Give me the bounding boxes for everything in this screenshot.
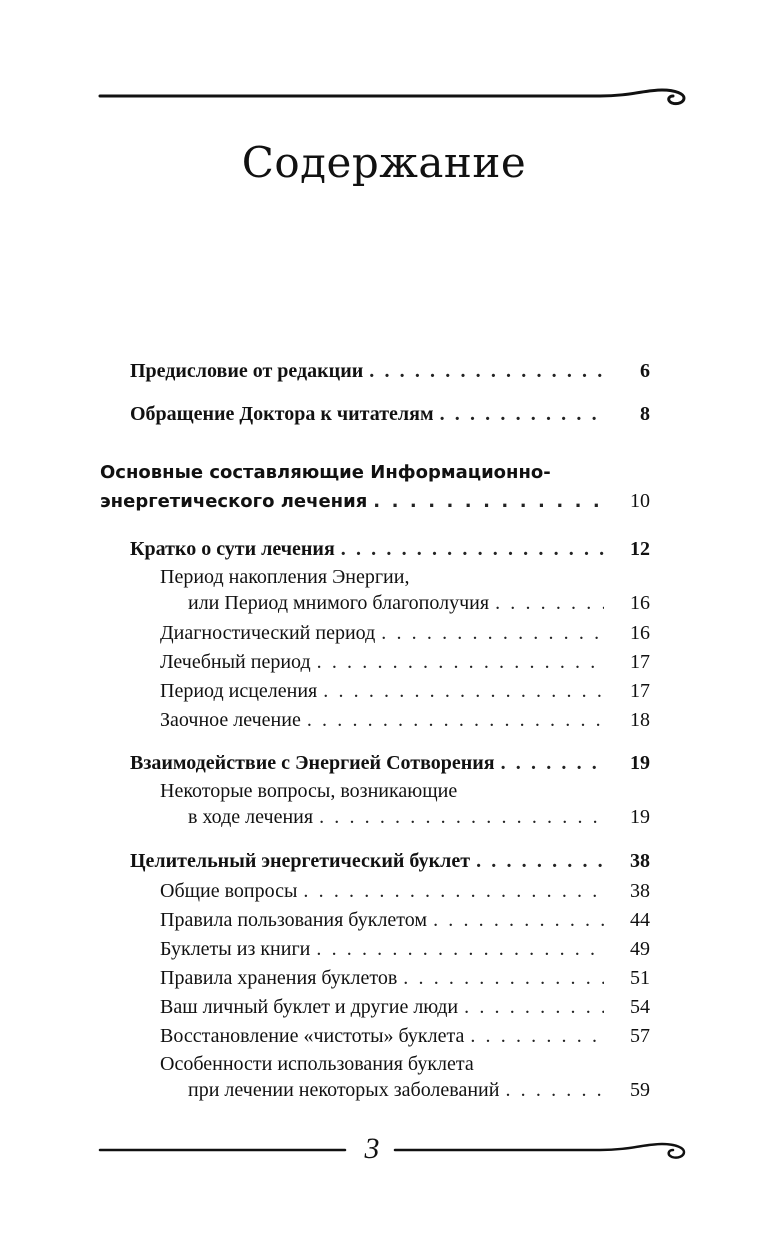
toc-entry[interactable]: [160, 1025, 650, 1048]
toc-entry-title: Ваш личный буклет и другие люди: [160, 996, 459, 1018]
toc-entry[interactable]: [160, 880, 650, 903]
toc-entry-title-line1: Особенности использования буклета: [160, 1053, 474, 1075]
toc-entry-title: Правила хранения буклетов: [160, 967, 398, 989]
toc-leader-dots: [381, 622, 604, 645]
toc-leader-dots: [476, 850, 604, 873]
toc-entry-title: Правила пользования буклетом: [160, 909, 428, 931]
toc-entry[interactable]: [160, 938, 650, 961]
toc-entry-title: энергетического лечения: [100, 491, 368, 512]
toc-entry[interactable]: [188, 1079, 650, 1102]
toc-page-number: 17: [630, 680, 650, 702]
toc-entry[interactable]: [130, 360, 650, 383]
toc-page-number: 17: [630, 651, 650, 673]
toc-entry-title: Целительный энергетический буклет: [130, 850, 471, 872]
toc-entry[interactable]: [160, 909, 650, 932]
toc-entry-title: Общие вопросы: [160, 880, 298, 902]
toc-page-number: 59: [630, 1079, 650, 1101]
toc-entry-title: Кратко о сути лечения: [130, 538, 335, 560]
toc-entry-title: Диагностический период: [160, 622, 376, 644]
toc-page-number: 8: [640, 403, 650, 425]
toc-entry[interactable]: [160, 967, 650, 990]
toc-entry[interactable]: [160, 680, 650, 703]
toc-leader-dots: [341, 538, 604, 561]
toc-entry-title: Обращение Доктора к читателям: [130, 403, 434, 425]
toc-leader-dots: [470, 1025, 604, 1048]
toc-leader-dots: [464, 996, 604, 1019]
toc-page-number: 18: [630, 709, 650, 731]
toc-leader-dots: [303, 880, 604, 903]
page-title: Содержание: [241, 138, 527, 187]
toc-leader-dots: [501, 752, 604, 775]
toc-section-entry[interactable]: [100, 490, 650, 513]
toc-leader-dots: [319, 806, 604, 829]
toc-entry-title: или Период мнимого благополучия: [188, 592, 490, 614]
page-number: 3: [354, 1132, 390, 1166]
toc-leader-dots: [307, 709, 604, 732]
toc-leader-dots: [316, 938, 604, 961]
toc-leader-dots: [495, 592, 604, 615]
toc-entry[interactable]: [130, 538, 650, 561]
toc-page-number: 51: [630, 967, 650, 989]
toc-page-number: 57: [630, 1025, 650, 1047]
toc-page-number: 12: [630, 538, 650, 560]
toc-leader-dots: [317, 651, 604, 674]
toc-page-number: 44: [630, 909, 650, 931]
toc-entry[interactable]: [130, 850, 650, 873]
toc-entry-title: Восстановление «чистоты» буклета: [160, 1025, 465, 1047]
toc-entry-title: при лечении некоторых заболеваний: [188, 1079, 500, 1101]
toc-page-number: 16: [630, 622, 650, 644]
toc-entry[interactable]: [160, 622, 650, 645]
toc-leader-dots: [369, 360, 604, 383]
toc-leader-dots: [433, 909, 604, 932]
toc-entry[interactable]: [130, 752, 650, 775]
toc-page-number: 6: [640, 360, 650, 382]
toc-entry-title-line1: Период накопления Энергии,: [160, 566, 410, 588]
toc-page-number: 38: [630, 850, 650, 872]
toc-page-number: 16: [630, 592, 650, 614]
toc-page-number: 49: [630, 938, 650, 960]
toc-leader-dots: [440, 403, 604, 426]
toc-entry-title: Взаимодействие с Энергией Сотворения: [130, 752, 495, 774]
toc-page-number: 54: [630, 996, 650, 1018]
toc-leader-dots: [323, 680, 604, 703]
toc-entry-title: Лечебный период: [160, 651, 311, 673]
top-ornament-rule: [0, 70, 768, 130]
toc-entry[interactable]: [160, 651, 650, 674]
toc-entry-title: Заочное лечение: [160, 709, 301, 731]
toc-entry[interactable]: [160, 709, 650, 732]
toc-entry-title: в ходе лечения: [188, 806, 314, 828]
toc-leader-dots: [403, 967, 604, 990]
toc-entry-title-line1: Некоторые вопросы, возникающие: [160, 780, 458, 802]
toc-page-number: 38: [630, 880, 650, 902]
toc-page-number: 19: [630, 806, 650, 828]
toc-section-title-line1: Основные составляющие Информационно-: [100, 462, 551, 483]
toc-entry[interactable]: [188, 592, 650, 615]
toc-entry-title: Буклеты из книги: [160, 938, 311, 960]
toc-page-number: 10: [630, 490, 650, 512]
toc-entry[interactable]: [160, 996, 650, 1019]
toc-entry[interactable]: [130, 403, 650, 426]
toc-entry-title: Период исцеления: [160, 680, 318, 702]
toc-leader-dots: [373, 491, 604, 512]
toc-entry[interactable]: [188, 806, 650, 829]
toc-page-number: 19: [630, 752, 650, 774]
toc-leader-dots: [505, 1079, 604, 1102]
toc-entry-title: Предисловие от редакции: [130, 360, 364, 382]
